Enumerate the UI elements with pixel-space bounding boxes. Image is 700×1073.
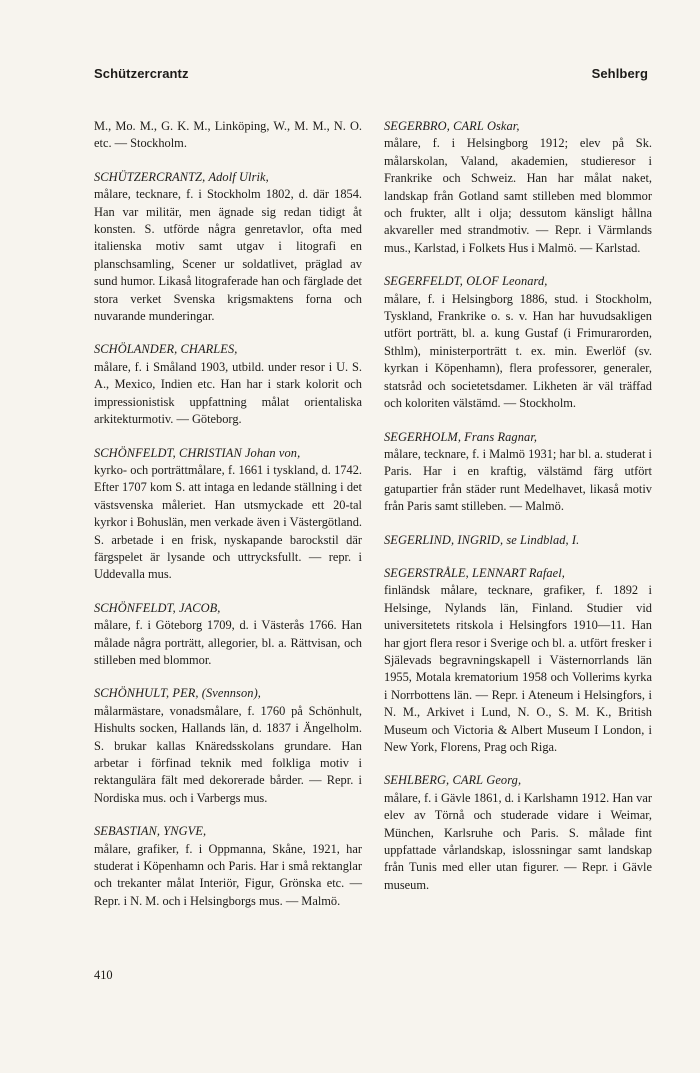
entry-given-name: Georg, [486, 773, 522, 788]
entry-title: SEGERLIND, INGRID, se [384, 532, 517, 547]
entry-title: SEGERBRO, CARL [384, 119, 484, 133]
entry-segerstrale [384, 565, 652, 756]
entry-given-name: Adolf Ulrik, [208, 169, 269, 184]
entry-title: SEGERSTRÅLE, LENNART [384, 565, 526, 580]
right-column [384, 118, 652, 910]
entry-body: kyrko- och porträttmålare, f. 1661 i tyskland, d. 1742. Efter 1707 kom S. att intaga en ledande ställning i det västsvenska måleriet. Han utsmyckade ett 20-tal kyrkor i Bohuslän, men verkade även i Västergötland. S. arbetade i en frisk, nyskapande barockstil där färgspelet är lysande och uttrycksfullt. — repr. i Uddevalla mus. [94, 462, 362, 582]
entry-title: SCHÜTZERCRANTZ, [94, 169, 206, 184]
entry-segerfeldt [384, 273, 652, 412]
entry-body: målare, f. i Helsingborg 1886, stud. i Stockholm, Tyskland, Frankrike o. s. v. Han har huvudsakligen utfört porträtt, bl. a. kung Gustaf (i Frimurarorden, Sthlm), ministerporträtt t. ex. min. Ewerlöf (sv. kyrkan i Köpenhamn), flera professorer, generaler, statsråd och societetsdamer. Likheten är väl träffad och koloriten välstämd. — Stockholm. [384, 291, 652, 411]
entry-body: målare, f. i Gävle 1861, d. i Karlshamn 1912. Han var elev av Törnå och studerade vidare i Weimar, München, Karlsruhe och Paris. S. målade fint uppfattade vårlandskap, islossningar samt landskap från Tunis med eller utan figurer. — Repr. i Gävle museum. [384, 790, 652, 892]
entry-title: SEBASTIAN, YNGVE, [94, 824, 207, 839]
entry-body: M., Mo. M., G. K. M., Linköping, W., M. M., N. O. etc. — Stockholm. [94, 119, 362, 151]
entry-body: målare, tecknare, f. i Stockholm 1802, d. där 1854. Han var militär, men ägnade sig redan tidigt åt konsten. S. utförde några genretavlor, ofta med italienska motiv samt utgav i litografi en planschsamling, Scener ur soldatlivet, präglad av sund humor. Likaså litograferade han och färglade det stora verket Svenska krigsmaktens forna och nuvarande munderingar. [94, 187, 362, 324]
entry-body: finländsk målare, tecknare, grafiker, f. 1892 i Helsinge, Nylands län, Finland. Studier vid universitetets ritskola i Helsingfors 1910—11. Han har gjort flera resor i Sverige och bl. a. utfört fresker i Själevads begravningskapell i Västernorrlands län 1955, Motala krematorium 1958 och Vollerims kyrka i Norrbottens län. — Repr. i Ateneum i Helsingfors, i N. M., Arkivet i Lund, N. O., S. M. K., British Museum och Victoria & Albert Museum I London, i New York, Florens, Prag och Riga. [384, 583, 652, 754]
page-number: 410 [94, 968, 113, 982]
running-header [94, 66, 648, 81]
entry-body: målarmästare, vonadsmålare, f. 1760 på Schönhult, Hishults socken, Hallands län, d. 1837 i Ängelholm. S. brukar kallas Knäredsskolans grundare. Han arbetar i förfinad teknik med folkliga motiv i rektangulära fält med dekorerade bårder. — Repr. i Nordiska mus. och i Varbergs mus. [94, 703, 362, 805]
entry-given-name: Johan von, [244, 445, 301, 460]
entry-body: målare, f. i Göteborg 1709, d. i Västerås 1766. Han målade några porträtt, allegorier, bl. a. Rättvisan, och stilleben med blommor. [94, 618, 362, 667]
entry-sebastian [94, 823, 362, 910]
entry-title: SEGERHOLM, [384, 429, 462, 444]
entry-schonfeldt-jacob [94, 600, 362, 670]
entry-given-name: Leonard, [502, 274, 548, 289]
entry-schutzercrantz [94, 169, 362, 326]
header-right-term: Sehlberg [591, 66, 648, 81]
left-column [94, 118, 362, 926]
entry-given-name: Oskar, [486, 119, 520, 133]
entry-title: SCHÖNHULT, PER, [94, 686, 199, 701]
entry-segerbro [384, 118, 652, 257]
entry-continuation [94, 118, 362, 153]
entry-cross-reference: Lindblad, I. [519, 532, 580, 547]
header-left-term: Schützercrantz [94, 66, 189, 81]
entry-body: målare, grafiker, f. i Oppmanna, Skåne, 1921, har studerat i Köpenhamn och Paris. Har i små rektanglar och trekanter målat Interiör, Figur, Grönska etc. — Repr. i N. M. och i Helsingborgs mus. — Malmö. [94, 841, 362, 908]
entry-given-name: Frans Ragnar, [464, 429, 538, 444]
entry-body: målare, tecknare, f. i Malmö 1931; har bl. a. studerat i Paris. Har i en kraftig, välstämd färg utfört gatupartier från städer runt Medelhavet, likaså motiv från Paris samt stilleben. — Malmö. [384, 446, 652, 514]
entry-segerholm [384, 429, 652, 516]
entry-title: SEGERFELDT, OLOF [384, 274, 499, 289]
entry-title: SCHÖLANDER, CHARLES, [94, 342, 238, 357]
entry-title: SEHLBERG, CARL [384, 773, 484, 788]
entry-schonfeldt-christian [94, 445, 362, 584]
entry-scholander [94, 341, 362, 428]
entry-body: målare, f. i Helsingborg 1912; elev på Sk. målarskolan, Valand, akademien, studieresor i Frankrike och Schweiz. Han har målat naket, landskap från Gotland samt stilleben med blommor och frukter, allt i olja; dessutom känsligt hållna akvareller med strandmotiv. — Repr. i Värmlands mus., Karlstad, i Folkets Hus i Malmö. — Karlstad. [384, 136, 652, 255]
entry-given-name: Rafael, [528, 565, 566, 580]
entry-sehlberg [384, 772, 652, 894]
entry-body: målare, f. i Småland 1903, utbild. under resor i U. S. A., Mexico, Indien etc. Han har i stark kolorit och impressionistisk uppfattning målat orientaliska arkitekturmotiv. — Göteborg. [94, 359, 362, 427]
entry-title: SCHÖNFELDT, JACOB, [94, 600, 221, 615]
entry-schonhult [94, 685, 362, 807]
entry-title: SCHÖNFELDT, CHRISTIAN [94, 445, 242, 460]
entry-segerlind [384, 532, 652, 549]
entry-given-name: (Svennson), [201, 686, 261, 701]
